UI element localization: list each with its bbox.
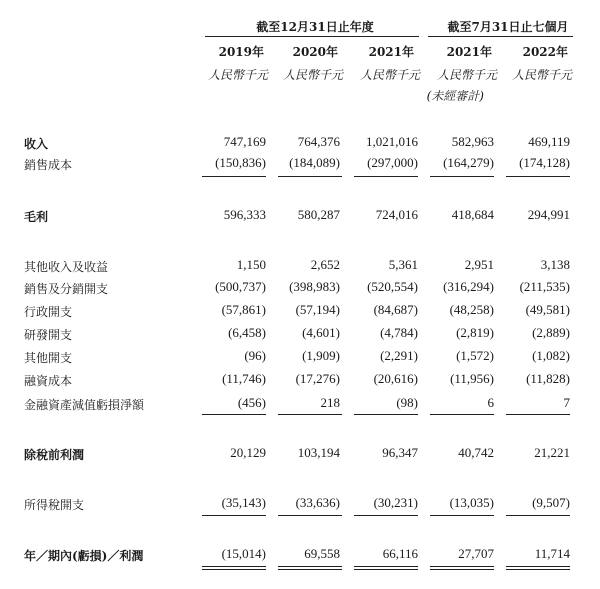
cell-value: 2,652 <box>310 257 340 272</box>
cell-value: 724,016 <box>375 207 418 222</box>
cell-value: 5,361 <box>388 257 418 272</box>
cell-value: (4,784) <box>380 325 418 340</box>
cell-value: 582,963 <box>451 134 494 149</box>
cell-value: 764,376 <box>297 134 340 149</box>
cell-value: 11,714 <box>534 546 570 561</box>
subtotal-rule <box>506 515 570 516</box>
cell-value: (398,983) <box>289 279 340 294</box>
cell-value: (297,000) <box>367 155 418 170</box>
header-rule <box>428 36 573 37</box>
cell-value: (13,035) <box>449 495 494 510</box>
year-header: 2022年 <box>522 45 568 59</box>
cell-value: 218 <box>320 395 340 410</box>
cell-value: (2,819) <box>456 325 494 340</box>
cell-value: (520,554) <box>367 279 418 294</box>
cell-value: 580,287 <box>297 207 340 222</box>
cell-value: 747,169 <box>223 134 266 149</box>
cell-value: (98) <box>396 395 418 410</box>
cell-value: (15,014) <box>221 546 266 561</box>
total-double-rule <box>354 569 418 570</box>
unit-header: 人民幣千元 <box>511 68 572 82</box>
cell-value: (4,601) <box>302 325 340 340</box>
cell-value: (2,291) <box>380 348 418 363</box>
row-label-income-tax: 所得稅開支 <box>24 498 85 512</box>
subtotal-rule <box>202 414 266 415</box>
row-label-rnd-expenses: 研發開支 <box>24 328 73 342</box>
cell-value: (1,909) <box>302 348 340 363</box>
cell-value: (49,581) <box>525 302 570 317</box>
row-label-profit-before-tax: 除稅前利潤 <box>24 448 85 462</box>
cell-value: 294,991 <box>527 207 570 222</box>
cell-value: 96,347 <box>382 445 418 460</box>
cell-value: (11,746) <box>222 371 266 386</box>
cell-value: (9,507) <box>532 495 570 510</box>
cell-value: 2,951 <box>464 257 494 272</box>
cell-value: (35,143) <box>221 495 266 510</box>
unit-header: 人民幣千元 <box>282 68 343 82</box>
subtotal-rule <box>278 515 342 516</box>
cell-value: 103,194 <box>297 445 340 460</box>
unit-header: 人民幣千元 <box>207 68 268 82</box>
subtotal-rule <box>430 515 494 516</box>
unit-header: 人民幣千元 <box>359 68 420 82</box>
cell-value: 40,742 <box>458 445 494 460</box>
subtotal-rule <box>278 176 342 177</box>
subtotal-rule <box>430 414 494 415</box>
cell-value: 596,333 <box>223 207 266 222</box>
subtotal-rule <box>202 515 266 516</box>
cell-value: (456) <box>237 395 266 410</box>
subtotal-rule <box>430 176 494 177</box>
cell-value: (30,231) <box>373 495 418 510</box>
total-double-rule <box>202 569 266 570</box>
total-double-rule <box>202 566 266 567</box>
total-double-rule <box>430 566 494 567</box>
year-header: 2021年 <box>446 45 492 59</box>
header-group-annual: 截至12月31日止年度 <box>256 20 374 34</box>
cell-value: (2,889) <box>532 325 570 340</box>
subtotal-rule <box>354 414 418 415</box>
cell-value: 7 <box>563 395 570 410</box>
total-double-rule <box>354 566 418 567</box>
unit-header: 人民幣千元 <box>436 68 497 82</box>
cell-value: 1,021,016 <box>366 134 418 149</box>
row-label-other-expenses: 其他開支 <box>24 351 73 365</box>
total-double-rule <box>278 569 342 570</box>
cell-value: (6,458) <box>228 325 266 340</box>
subtotal-rule <box>278 414 342 415</box>
cell-value: 69,558 <box>304 546 340 561</box>
cell-value: (11,828) <box>526 371 570 386</box>
row-label-gross-profit: 毛利 <box>24 210 49 224</box>
cell-value: 20,129 <box>230 445 266 460</box>
cell-value: (500,737) <box>215 279 266 294</box>
cell-value: (164,279) <box>443 155 494 170</box>
total-double-rule <box>430 569 494 570</box>
row-label-revenue: 收入 <box>24 137 49 151</box>
year-header: 2020年 <box>292 45 338 59</box>
total-double-rule <box>506 566 570 567</box>
cell-value: 3,138 <box>540 257 570 272</box>
row-label-cost-of-sales: 銷售成本 <box>24 158 73 172</box>
cell-value: (33,636) <box>295 495 340 510</box>
row-label-net-profit: 年／期內(虧損)／利潤 <box>24 549 144 563</box>
cell-value: 1,150 <box>236 257 266 272</box>
cell-value: 66,116 <box>382 546 418 561</box>
cell-value: (57,861) <box>221 302 266 317</box>
cell-value: 21,221 <box>534 445 570 460</box>
cell-value: 418,684 <box>451 207 494 222</box>
cell-value: (57,194) <box>295 302 340 317</box>
subtotal-rule <box>506 414 570 415</box>
cell-value: (17,276) <box>295 371 340 386</box>
cell-value: (1,572) <box>456 348 494 363</box>
cell-value: (48,258) <box>449 302 494 317</box>
cell-value: (174,128) <box>519 155 570 170</box>
cell-value: (184,089) <box>289 155 340 170</box>
row-label-admin-expenses: 行政開支 <box>24 305 73 319</box>
cell-value: 469,119 <box>528 134 570 149</box>
total-double-rule <box>278 566 342 567</box>
total-double-rule <box>506 569 570 570</box>
cell-value: (84,687) <box>373 302 418 317</box>
header-rule <box>205 36 419 37</box>
subtotal-rule <box>506 176 570 177</box>
row-label-finance-costs: 融資成本 <box>24 374 73 388</box>
cell-value: (20,616) <box>373 371 418 386</box>
subtotal-rule <box>354 515 418 516</box>
unaudited-note: (未經審計) <box>426 89 484 103</box>
subtotal-rule <box>202 176 266 177</box>
year-header: 2021年 <box>368 45 414 59</box>
cell-value: (11,956) <box>450 371 494 386</box>
cell-value: (96) <box>244 348 266 363</box>
row-label-selling-expenses: 銷售及分銷開支 <box>24 282 109 296</box>
header-group-interim: 截至7月31日止七個月 <box>447 20 569 34</box>
cell-value: (1,082) <box>532 348 570 363</box>
cell-value: 27,707 <box>458 546 494 561</box>
year-header: 2019年 <box>218 45 264 59</box>
row-label-impairment: 金融資產減值虧損淨額 <box>24 398 145 412</box>
cell-value: (150,836) <box>215 155 266 170</box>
cell-value: (316,294) <box>443 279 494 294</box>
row-label-other-income: 其他收入及收益 <box>24 260 109 274</box>
subtotal-rule <box>354 176 418 177</box>
cell-value: 6 <box>487 395 494 410</box>
cell-value: (211,535) <box>519 279 570 294</box>
